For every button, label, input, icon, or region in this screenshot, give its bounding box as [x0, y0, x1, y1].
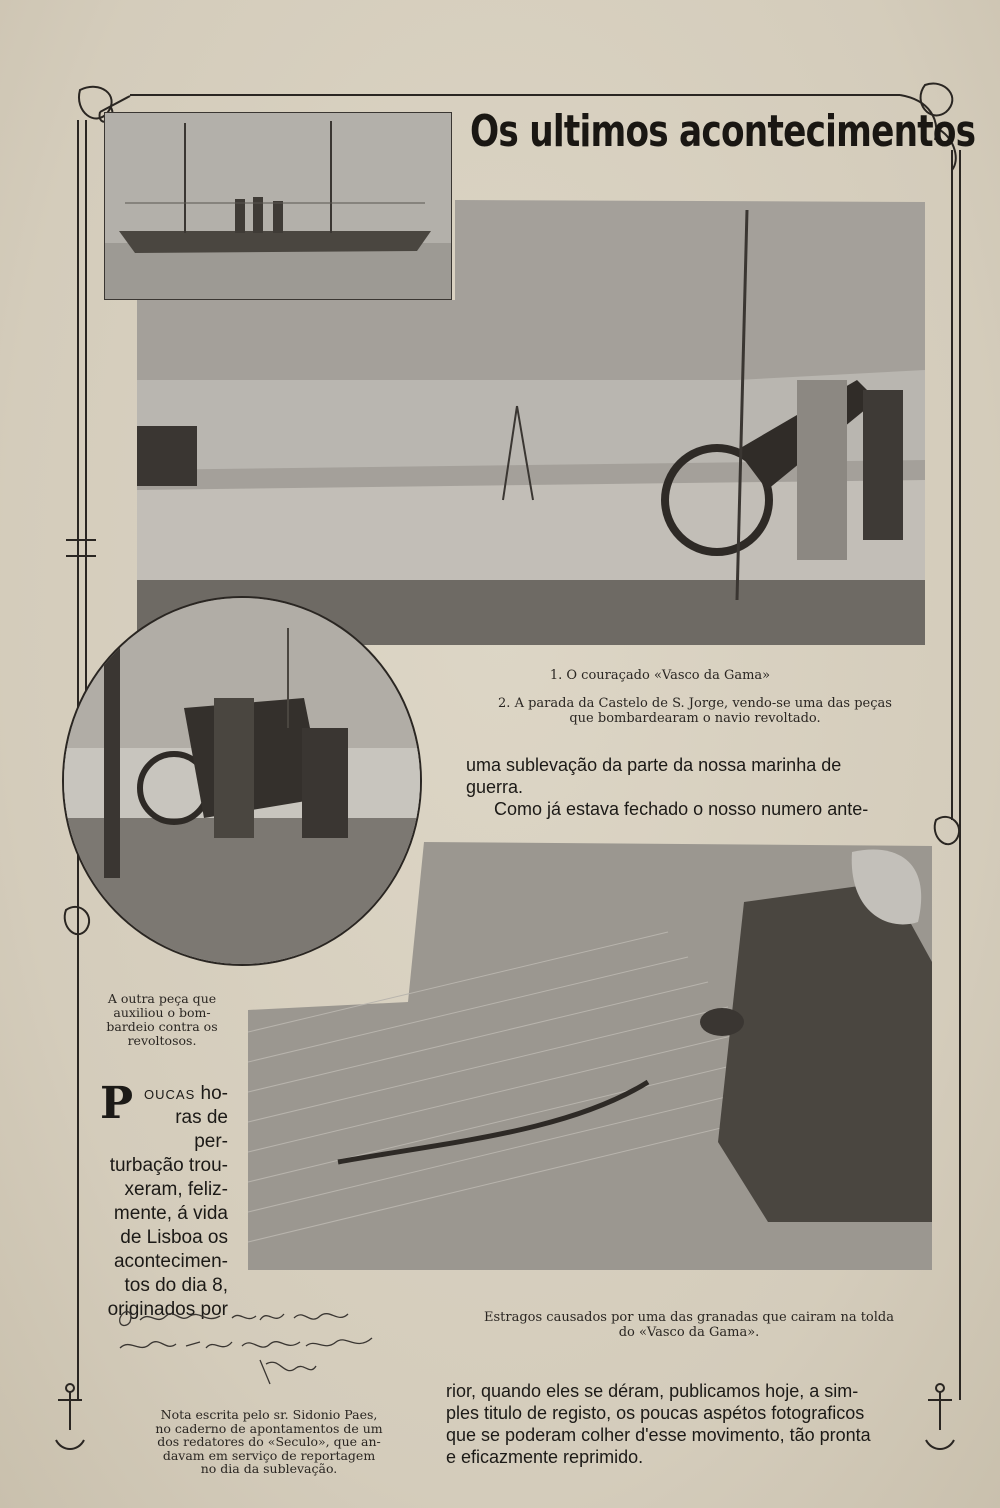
article-lead-column [100, 1078, 228, 1322]
caption-field-gun-line-1: A outra peça que [107, 991, 217, 1006]
caption-castle-parade [460, 696, 930, 726]
caption-note-line-2: no caderno de apontamentos de um [155, 1420, 383, 1436]
article-middle-line-2: guerra. [466, 777, 524, 797]
article-middle-line-3: Como já estava fechado o nosso numero ante- [494, 799, 869, 819]
caption-castle-line-1: 2. A parada da Castelo de S. Jorge, vendo-se uma das peças [498, 696, 892, 711]
article-end-line-3: que se poderam colher d'esse movimento, tão pronta [446, 1425, 871, 1445]
lead-line-8: tos do dia 8, [124, 1275, 228, 1296]
caption-battleship [520, 668, 800, 683]
lead-line-6: de Lisboa os [120, 1227, 228, 1248]
drop-cap: P [100, 1078, 134, 1129]
article-middle [466, 754, 928, 820]
lead-line-7: acontecimen- [113, 1251, 228, 1272]
article-end-line-4: e eficazmente reprimido. [446, 1447, 644, 1467]
lead-line-2: ras de per- [175, 1107, 228, 1152]
article-end [446, 1380, 932, 1468]
lead-line-5: mente, á vida [113, 1203, 228, 1224]
lead-first-rest: ho- [200, 1083, 228, 1104]
article-middle-line-1: uma sublevação da parte da nossa marinha de [466, 755, 842, 775]
caption-deck-line-2: do «Vasco da Gama». [618, 1325, 760, 1340]
caption-deck-line-1: Estragos causados por uma das granadas que cairam na tolda [484, 1310, 894, 1325]
caption-note-line-5: no dia da sublevação. [200, 1461, 338, 1476]
caption-field-gun-line-4: revoltosos. [127, 1033, 197, 1048]
caption-field-gun [100, 992, 224, 1048]
caption-note-line-1: Nota escrita pelo sr. Sidonio Paes, [160, 1407, 378, 1422]
caption-castle-line-2: que bombardearam o navio revoltado. [569, 711, 821, 726]
article-end-line-2: ples titulo de registo, os poucas aspétos fotograficos [446, 1403, 865, 1423]
caption-field-gun-line-2: auxiliou o bom- [113, 1005, 211, 1020]
caption-note-line-3: dos redatores do «Seculo», que an- [157, 1434, 381, 1449]
handwritten-note-signature [110, 1298, 410, 1388]
caption-damaged-deck [446, 1310, 932, 1340]
damaged-deck-photo [248, 842, 932, 1270]
lead-first-word: oucas [144, 1083, 196, 1104]
castle-parade-photo [137, 200, 925, 645]
caption-field-gun-line-3: bardeio contra os [106, 1019, 218, 1034]
lead-line-3: turbação trou- [109, 1155, 228, 1176]
caption-note [104, 1408, 434, 1476]
page-title: Os ultimos acontecimentos [470, 106, 976, 157]
lead-line-9: originados por [107, 1299, 228, 1320]
article-end-line-1: rior, quando eles se déram, publicamos hoje, a sim- [446, 1381, 859, 1401]
lead-line-4: xeram, feliz- [124, 1179, 228, 1200]
caption-battleship-text: 1. O couraçado «Vasco da Gama» [549, 668, 771, 683]
caption-note-line-4: davam em serviço de reportagem [162, 1447, 376, 1463]
